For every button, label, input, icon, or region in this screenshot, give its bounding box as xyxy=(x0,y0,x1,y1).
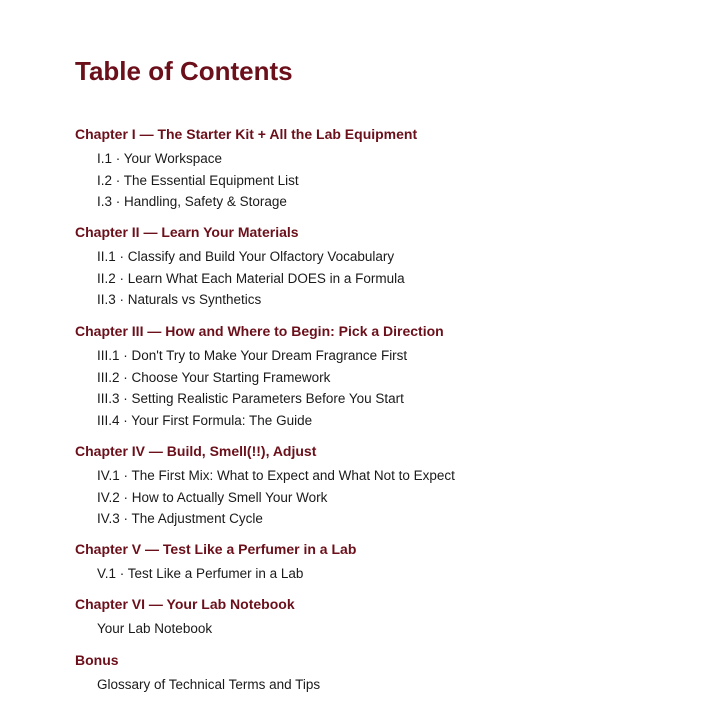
chapter-1 xyxy=(75,125,695,213)
chapter-heading[interactable]: Bonus xyxy=(75,652,119,668)
chapter-2 xyxy=(75,223,695,311)
chapter-heading[interactable]: Chapter V — Test Like a Perfumer in a Lab xyxy=(75,541,357,557)
chapter-heading[interactable]: Chapter I — The Starter Kit + All the Lab Equipment xyxy=(75,126,418,142)
toc-entry[interactable]: II.3 · Naturals vs Synthetics xyxy=(97,292,262,307)
toc-entry[interactable]: II.2 · Learn What Each Material DOES in a Formula xyxy=(97,270,405,286)
chapter-entries xyxy=(75,246,695,311)
toc-entry[interactable]: II.1 · Classify and Build Your Olfactory Vocabulary xyxy=(97,249,395,264)
toc-entry[interactable]: I.3 · Handling, Safety & Storage xyxy=(97,194,287,209)
chapter-6 xyxy=(75,595,695,640)
chapter-entries xyxy=(75,618,695,640)
chapter-4 xyxy=(75,442,695,530)
chapter-heading[interactable]: Chapter VI — Your Lab Notebook xyxy=(75,596,295,612)
toc-entry[interactable]: Glossary of Technical Terms and Tips xyxy=(97,677,321,692)
chapter-bonus xyxy=(75,651,695,696)
toc-entry[interactable]: III.4 · Your First Formula: The Guide xyxy=(97,412,313,428)
toc-entry[interactable]: I.1 · Your Workspace xyxy=(97,151,223,166)
toc-entry[interactable]: Your Lab Notebook xyxy=(97,621,213,636)
toc-entry[interactable]: III.1 · Don't Try to Make Your Dream Fragrance First xyxy=(97,348,408,363)
chapter-heading[interactable]: Chapter IV — Build, Smell(!!), Adjust xyxy=(75,443,317,459)
chapter-heading[interactable]: Chapter II — Learn Your Materials xyxy=(75,224,299,240)
chapter-entries xyxy=(75,148,695,213)
chapter-entries xyxy=(75,563,695,585)
chapter-entries xyxy=(75,674,695,696)
toc-entry[interactable]: III.2 · Choose Your Starting Framework xyxy=(97,369,331,385)
toc-entry[interactable]: I.2 · The Essential Equipment List xyxy=(97,172,299,188)
toc-entry[interactable]: IV.1 · The First Mix: What to Expect and What Not to Expect xyxy=(97,468,455,483)
chapter-heading[interactable]: Chapter III — How and Where to Begin: Pick a Direction xyxy=(75,323,444,339)
toc-entry[interactable]: IV.2 · How to Actually Smell Your Work xyxy=(97,489,328,505)
chapter-entries xyxy=(75,465,695,530)
page-title: Table of Contents xyxy=(75,56,293,86)
toc-entry[interactable]: III.3 · Setting Realistic Parameters Before You Start xyxy=(97,391,404,406)
chapter-entries xyxy=(75,345,695,431)
toc-entry[interactable]: V.1 · Test Like a Perfumer in a Lab xyxy=(97,566,304,581)
toc-entry[interactable]: IV.3 · The Adjustment Cycle xyxy=(97,511,263,526)
chapter-3 xyxy=(75,322,695,431)
chapter-5 xyxy=(75,540,695,585)
